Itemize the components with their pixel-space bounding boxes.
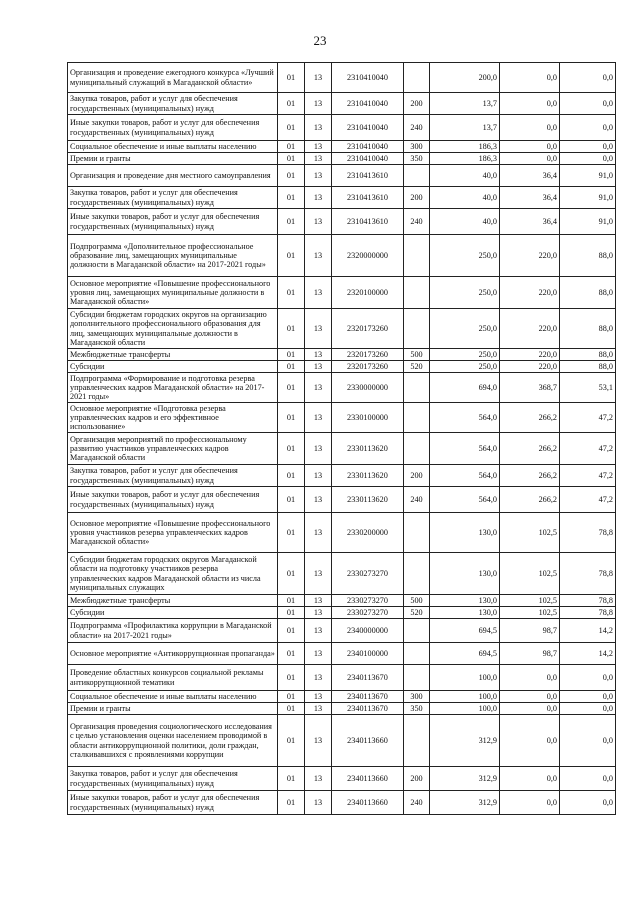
row-subsection: 13 bbox=[305, 63, 332, 93]
row-name: Закупка товаров, работ и услуг для обеспечения государственных (муниципальных) нужд bbox=[68, 767, 278, 791]
row-percent: 47,2 bbox=[560, 487, 616, 513]
row-target-article: 2330273270 bbox=[332, 607, 404, 619]
row-executed: 0,0 bbox=[500, 767, 560, 791]
row-executed: 102,5 bbox=[500, 607, 560, 619]
budget-table bbox=[67, 62, 616, 815]
row-target-article: 2340000000 bbox=[332, 619, 404, 643]
row-expense-type: 350 bbox=[404, 153, 430, 165]
row-expense-type bbox=[404, 403, 430, 433]
row-subsection: 13 bbox=[305, 595, 332, 607]
row-plan: 130,0 bbox=[430, 607, 500, 619]
row-plan: 250,0 bbox=[430, 361, 500, 373]
row-expense-type bbox=[404, 309, 430, 349]
row-target-article: 2340113660 bbox=[332, 715, 404, 767]
row-expense-type: 200 bbox=[404, 187, 430, 209]
row-subsection: 13 bbox=[305, 465, 332, 487]
row-section: 01 bbox=[278, 465, 305, 487]
row-expense-type: 350 bbox=[404, 703, 430, 715]
table-row bbox=[68, 619, 616, 643]
row-executed: 220,0 bbox=[500, 361, 560, 373]
row-target-article: 2330273270 bbox=[332, 553, 404, 595]
row-subsection: 13 bbox=[305, 309, 332, 349]
row-executed: 102,5 bbox=[500, 553, 560, 595]
table-row bbox=[68, 309, 616, 349]
row-plan: 186,3 bbox=[430, 141, 500, 153]
row-section: 01 bbox=[278, 115, 305, 141]
row-subsection: 13 bbox=[305, 187, 332, 209]
page-number: 23 bbox=[313, 33, 327, 48]
row-executed: 266,2 bbox=[500, 433, 560, 465]
row-name: Субсидии бюджетам городских округов на организацию дополнительного профессионального образования для лиц, замещающих муниципальные должности в Магаданской области bbox=[68, 309, 278, 349]
row-expense-type: 500 bbox=[404, 349, 430, 361]
row-section: 01 bbox=[278, 703, 305, 715]
row-executed: 36,4 bbox=[500, 187, 560, 209]
row-expense-type bbox=[404, 235, 430, 277]
row-subsection: 13 bbox=[305, 607, 332, 619]
row-plan: 13,7 bbox=[430, 93, 500, 115]
row-percent: 14,2 bbox=[560, 643, 616, 665]
row-name: Закупка товаров, работ и услуг для обеспечения государственных (муниципальных) нужд bbox=[68, 465, 278, 487]
row-name: Основное мероприятие «Антикоррупционная пропаганда» bbox=[68, 643, 278, 665]
row-section: 01 bbox=[278, 209, 305, 235]
row-expense-type: 240 bbox=[404, 209, 430, 235]
row-executed: 0,0 bbox=[500, 691, 560, 703]
row-name: Межбюджетные трансферты bbox=[68, 595, 278, 607]
row-section: 01 bbox=[278, 403, 305, 433]
row-section: 01 bbox=[278, 63, 305, 93]
row-target-article: 2340113670 bbox=[332, 703, 404, 715]
row-name: Субсидии bbox=[68, 361, 278, 373]
row-executed: 0,0 bbox=[500, 665, 560, 691]
row-target-article: 2330273270 bbox=[332, 595, 404, 607]
row-target-article: 2320173260 bbox=[332, 349, 404, 361]
row-subsection: 13 bbox=[305, 93, 332, 115]
row-name: Подпрограмма «Дополнительное профессиональное образование лиц, замещающих муниципальные должности в Магаданской области» на 2017-2021 годы» bbox=[68, 235, 278, 277]
row-expense-type: 200 bbox=[404, 93, 430, 115]
row-subsection: 13 bbox=[305, 403, 332, 433]
row-target-article: 2340113660 bbox=[332, 791, 404, 815]
row-name: Социальное обеспечение и иные выплаты населению bbox=[68, 141, 278, 153]
row-percent: 47,2 bbox=[560, 403, 616, 433]
row-expense-type bbox=[404, 643, 430, 665]
row-expense-type bbox=[404, 513, 430, 553]
row-percent: 78,8 bbox=[560, 513, 616, 553]
table-row bbox=[68, 373, 616, 403]
row-section: 01 bbox=[278, 165, 305, 187]
row-percent: 53,1 bbox=[560, 373, 616, 403]
table-row bbox=[68, 361, 616, 373]
row-section: 01 bbox=[278, 433, 305, 465]
row-expense-type bbox=[404, 619, 430, 643]
row-plan: 250,0 bbox=[430, 349, 500, 361]
row-plan: 100,0 bbox=[430, 703, 500, 715]
table-row bbox=[68, 513, 616, 553]
row-target-article: 2310410040 bbox=[332, 93, 404, 115]
row-plan: 100,0 bbox=[430, 665, 500, 691]
row-expense-type bbox=[404, 63, 430, 93]
row-name: Закупка товаров, работ и услуг для обеспечения государственных (муниципальных) нужд bbox=[68, 187, 278, 209]
row-target-article: 2320173260 bbox=[332, 361, 404, 373]
row-subsection: 13 bbox=[305, 791, 332, 815]
row-percent: 14,2 bbox=[560, 619, 616, 643]
row-section: 01 bbox=[278, 643, 305, 665]
row-name: Основное мероприятие «Подготовка резерва управленческих кадров и его эффективное использование» bbox=[68, 403, 278, 433]
row-section: 01 bbox=[278, 349, 305, 361]
row-target-article: 2310413610 bbox=[332, 187, 404, 209]
row-percent: 91,0 bbox=[560, 187, 616, 209]
row-expense-type bbox=[404, 715, 430, 767]
row-expense-type: 520 bbox=[404, 607, 430, 619]
table-row bbox=[68, 93, 616, 115]
row-section: 01 bbox=[278, 513, 305, 553]
row-subsection: 13 bbox=[305, 373, 332, 403]
row-target-article: 2310410040 bbox=[332, 141, 404, 153]
row-executed: 36,4 bbox=[500, 209, 560, 235]
row-name: Закупка товаров, работ и услуг для обеспечения государственных (муниципальных) нужд bbox=[68, 93, 278, 115]
row-section: 01 bbox=[278, 93, 305, 115]
row-subsection: 13 bbox=[305, 433, 332, 465]
row-name: Проведение областных конкурсов социальной рекламы антикоррупционной тематики bbox=[68, 665, 278, 691]
row-target-article: 2340100000 bbox=[332, 643, 404, 665]
table-row bbox=[68, 349, 616, 361]
row-subsection: 13 bbox=[305, 115, 332, 141]
row-plan: 312,9 bbox=[430, 715, 500, 767]
row-target-article: 2340113670 bbox=[332, 691, 404, 703]
table-row bbox=[68, 403, 616, 433]
table-row bbox=[68, 187, 616, 209]
row-section: 01 bbox=[278, 791, 305, 815]
row-name: Подпрограмма «Формирование и подготовка резерва управленческих кадров Магаданской области» на 2017-2021 годы» bbox=[68, 373, 278, 403]
row-executed: 102,5 bbox=[500, 513, 560, 553]
row-percent: 47,2 bbox=[560, 433, 616, 465]
row-name: Субсидии bbox=[68, 607, 278, 619]
row-percent: 91,0 bbox=[560, 209, 616, 235]
row-subsection: 13 bbox=[305, 619, 332, 643]
row-plan: 13,7 bbox=[430, 115, 500, 141]
row-percent: 0,0 bbox=[560, 115, 616, 141]
row-target-article: 2330113620 bbox=[332, 465, 404, 487]
table-row bbox=[68, 715, 616, 767]
row-subsection: 13 bbox=[305, 513, 332, 553]
row-percent: 0,0 bbox=[560, 691, 616, 703]
row-target-article: 2310410040 bbox=[332, 63, 404, 93]
row-name: Иные закупки товаров, работ и услуг для обеспечения государственных (муниципальных) нужд bbox=[68, 487, 278, 513]
row-plan: 40,0 bbox=[430, 187, 500, 209]
row-plan: 694,5 bbox=[430, 619, 500, 643]
row-expense-type: 240 bbox=[404, 487, 430, 513]
row-plan: 250,0 bbox=[430, 309, 500, 349]
table-row bbox=[68, 165, 616, 187]
table-row bbox=[68, 643, 616, 665]
row-percent: 88,0 bbox=[560, 349, 616, 361]
table-row bbox=[68, 141, 616, 153]
row-executed: 266,2 bbox=[500, 403, 560, 433]
row-subsection: 13 bbox=[305, 349, 332, 361]
row-subsection: 13 bbox=[305, 665, 332, 691]
table-row bbox=[68, 553, 616, 595]
row-section: 01 bbox=[278, 153, 305, 165]
table-row bbox=[68, 235, 616, 277]
row-expense-type: 240 bbox=[404, 115, 430, 141]
table-row bbox=[68, 63, 616, 93]
table-row bbox=[68, 433, 616, 465]
row-executed: 220,0 bbox=[500, 277, 560, 309]
row-plan: 250,0 bbox=[430, 235, 500, 277]
row-plan: 130,0 bbox=[430, 553, 500, 595]
row-percent: 0,0 bbox=[560, 665, 616, 691]
row-section: 01 bbox=[278, 361, 305, 373]
row-name: Субсидии бюджетам городских округов Магаданской области на подготовку участников резерва управленческих кадров Магаданской области из числа муниципальных служащих bbox=[68, 553, 278, 595]
row-section: 01 bbox=[278, 309, 305, 349]
row-expense-type: 200 bbox=[404, 465, 430, 487]
row-subsection: 13 bbox=[305, 361, 332, 373]
row-section: 01 bbox=[278, 553, 305, 595]
table-row bbox=[68, 791, 616, 815]
row-executed: 0,0 bbox=[500, 153, 560, 165]
row-plan: 130,0 bbox=[430, 595, 500, 607]
row-percent: 0,0 bbox=[560, 767, 616, 791]
row-subsection: 13 bbox=[305, 235, 332, 277]
row-plan: 40,0 bbox=[430, 165, 500, 187]
row-plan: 564,0 bbox=[430, 433, 500, 465]
row-target-article: 2310410040 bbox=[332, 115, 404, 141]
row-plan: 186,3 bbox=[430, 153, 500, 165]
row-section: 01 bbox=[278, 767, 305, 791]
row-expense-type: 520 bbox=[404, 361, 430, 373]
row-plan: 40,0 bbox=[430, 209, 500, 235]
row-expense-type bbox=[404, 665, 430, 691]
row-name: Основное мероприятие «Повышение профессионального уровня участников резерва управленческих кадров Магаданской области» bbox=[68, 513, 278, 553]
row-percent: 0,0 bbox=[560, 141, 616, 153]
row-executed: 0,0 bbox=[500, 703, 560, 715]
table-row bbox=[68, 607, 616, 619]
row-subsection: 13 bbox=[305, 209, 332, 235]
row-section: 01 bbox=[278, 141, 305, 153]
row-section: 01 bbox=[278, 595, 305, 607]
row-subsection: 13 bbox=[305, 767, 332, 791]
row-name: Организация проведения социологического исследования с целью установления оценки населением проводимой в области антикоррупционной политики, доли граждан, сталкивавшихся с проявлениями коррупции bbox=[68, 715, 278, 767]
row-expense-type bbox=[404, 165, 430, 187]
table-row bbox=[68, 153, 616, 165]
row-expense-type: 240 bbox=[404, 791, 430, 815]
row-percent: 88,0 bbox=[560, 309, 616, 349]
row-target-article: 2330200000 bbox=[332, 513, 404, 553]
row-expense-type: 300 bbox=[404, 141, 430, 153]
row-percent: 78,8 bbox=[560, 607, 616, 619]
row-name: Премии и гранты bbox=[68, 153, 278, 165]
row-expense-type: 300 bbox=[404, 691, 430, 703]
row-executed: 220,0 bbox=[500, 349, 560, 361]
row-executed: 220,0 bbox=[500, 235, 560, 277]
row-subsection: 13 bbox=[305, 553, 332, 595]
row-expense-type: 200 bbox=[404, 767, 430, 791]
row-percent: 0,0 bbox=[560, 153, 616, 165]
row-section: 01 bbox=[278, 619, 305, 643]
row-subsection: 13 bbox=[305, 165, 332, 187]
row-executed: 368,7 bbox=[500, 373, 560, 403]
row-executed: 220,0 bbox=[500, 309, 560, 349]
row-name: Организация мероприятий по профессиональному развитию участников управленческих кадров Магаданской области bbox=[68, 433, 278, 465]
row-percent: 0,0 bbox=[560, 703, 616, 715]
row-plan: 312,9 bbox=[430, 767, 500, 791]
row-subsection: 13 bbox=[305, 141, 332, 153]
table-row bbox=[68, 703, 616, 715]
row-plan: 564,0 bbox=[430, 403, 500, 433]
row-executed: 0,0 bbox=[500, 63, 560, 93]
row-percent: 88,0 bbox=[560, 361, 616, 373]
row-percent: 78,8 bbox=[560, 595, 616, 607]
table-row bbox=[68, 209, 616, 235]
row-name: Иные закупки товаров, работ и услуг для обеспечения государственных (муниципальных) нужд bbox=[68, 791, 278, 815]
row-target-article: 2330000000 bbox=[332, 373, 404, 403]
row-executed: 36,4 bbox=[500, 165, 560, 187]
row-plan: 250,0 bbox=[430, 277, 500, 309]
row-percent: 0,0 bbox=[560, 715, 616, 767]
row-percent: 88,0 bbox=[560, 277, 616, 309]
row-executed: 102,5 bbox=[500, 595, 560, 607]
row-plan: 100,0 bbox=[430, 691, 500, 703]
row-percent: 0,0 bbox=[560, 93, 616, 115]
row-percent: 91,0 bbox=[560, 165, 616, 187]
row-subsection: 13 bbox=[305, 277, 332, 309]
row-plan: 564,0 bbox=[430, 465, 500, 487]
row-executed: 0,0 bbox=[500, 791, 560, 815]
row-plan: 200,0 bbox=[430, 63, 500, 93]
row-percent: 47,2 bbox=[560, 465, 616, 487]
row-percent: 88,0 bbox=[560, 235, 616, 277]
row-expense-type: 500 bbox=[404, 595, 430, 607]
row-name: Иные закупки товаров, работ и услуг для обеспечения государственных (муниципальных) нужд bbox=[68, 209, 278, 235]
row-target-article: 2330100000 bbox=[332, 403, 404, 433]
row-section: 01 bbox=[278, 715, 305, 767]
row-executed: 0,0 bbox=[500, 93, 560, 115]
row-subsection: 13 bbox=[305, 715, 332, 767]
row-target-article: 2320173260 bbox=[332, 309, 404, 349]
row-plan: 564,0 bbox=[430, 487, 500, 513]
row-name: Социальное обеспечение и иные выплаты населению bbox=[68, 691, 278, 703]
row-expense-type bbox=[404, 553, 430, 595]
row-section: 01 bbox=[278, 665, 305, 691]
table-row bbox=[68, 115, 616, 141]
row-section: 01 bbox=[278, 607, 305, 619]
table-row bbox=[68, 465, 616, 487]
row-executed: 266,2 bbox=[500, 465, 560, 487]
row-plan: 130,0 bbox=[430, 513, 500, 553]
row-name: Организация и проведение ежегодного конкурса «Лучший муниципальный служащий в Магаданской области» bbox=[68, 63, 278, 93]
table-row bbox=[68, 595, 616, 607]
row-name: Основное мероприятие «Повышение профессионального уровня лиц, замещающих муниципальные должности в Магаданской области» bbox=[68, 277, 278, 309]
row-target-article: 2310413610 bbox=[332, 209, 404, 235]
row-percent: 0,0 bbox=[560, 791, 616, 815]
row-expense-type bbox=[404, 373, 430, 403]
row-target-article: 2320100000 bbox=[332, 277, 404, 309]
row-expense-type bbox=[404, 277, 430, 309]
row-section: 01 bbox=[278, 277, 305, 309]
row-target-article: 2310413610 bbox=[332, 165, 404, 187]
row-executed: 0,0 bbox=[500, 115, 560, 141]
row-executed: 0,0 bbox=[500, 141, 560, 153]
row-section: 01 bbox=[278, 691, 305, 703]
row-name: Подпрограмма «Профилактика коррупции в Магаданской области» на 2017-2021 годы» bbox=[68, 619, 278, 643]
row-executed: 266,2 bbox=[500, 487, 560, 513]
row-target-article: 2340113660 bbox=[332, 767, 404, 791]
row-subsection: 13 bbox=[305, 153, 332, 165]
table-row bbox=[68, 767, 616, 791]
row-subsection: 13 bbox=[305, 703, 332, 715]
row-percent: 0,0 bbox=[560, 63, 616, 93]
row-name: Межбюджетные трансферты bbox=[68, 349, 278, 361]
row-target-article: 2340113670 bbox=[332, 665, 404, 691]
table-row bbox=[68, 691, 616, 703]
row-target-article: 2330113620 bbox=[332, 487, 404, 513]
row-section: 01 bbox=[278, 187, 305, 209]
row-executed: 98,7 bbox=[500, 643, 560, 665]
row-expense-type bbox=[404, 433, 430, 465]
row-plan: 312,9 bbox=[430, 791, 500, 815]
row-subsection: 13 bbox=[305, 643, 332, 665]
row-plan: 694,5 bbox=[430, 643, 500, 665]
table-row bbox=[68, 487, 616, 513]
row-subsection: 13 bbox=[305, 487, 332, 513]
table-row bbox=[68, 665, 616, 691]
row-section: 01 bbox=[278, 487, 305, 513]
row-target-article: 2320000000 bbox=[332, 235, 404, 277]
row-executed: 0,0 bbox=[500, 715, 560, 767]
row-plan: 694,0 bbox=[430, 373, 500, 403]
row-section: 01 bbox=[278, 373, 305, 403]
table-row bbox=[68, 277, 616, 309]
row-executed: 98,7 bbox=[500, 619, 560, 643]
row-target-article: 2310410040 bbox=[332, 153, 404, 165]
row-percent: 78,8 bbox=[560, 553, 616, 595]
row-section: 01 bbox=[278, 235, 305, 277]
row-name: Премии и гранты bbox=[68, 703, 278, 715]
row-name: Иные закупки товаров, работ и услуг для обеспечения государственных (муниципальных) нужд bbox=[68, 115, 278, 141]
row-name: Организация и проведение дня местного самоуправления bbox=[68, 165, 278, 187]
row-target-article: 2330113620 bbox=[332, 433, 404, 465]
row-subsection: 13 bbox=[305, 691, 332, 703]
